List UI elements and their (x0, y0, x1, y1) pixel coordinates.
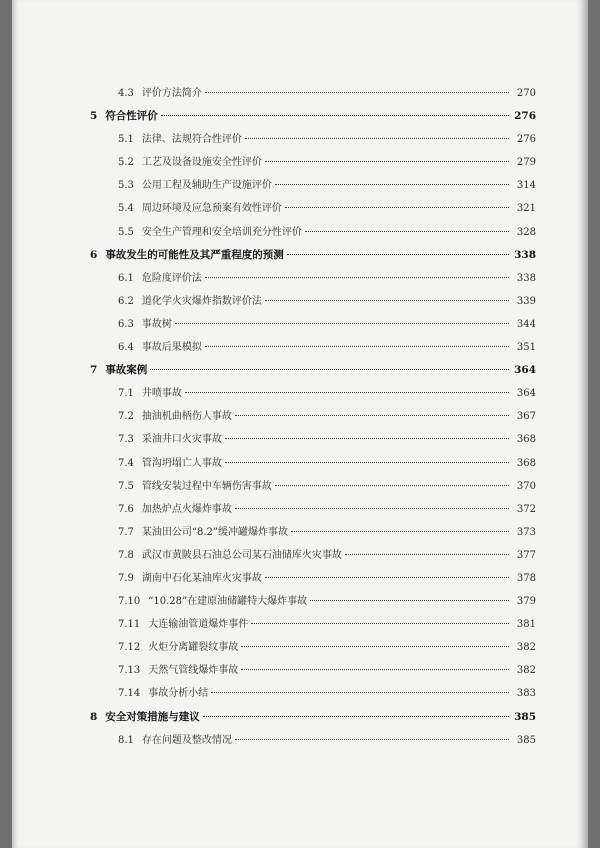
toc-section-entry[interactable] (78, 336, 536, 359)
toc-entry-page-number: 321 (516, 203, 536, 215)
dot-leader (185, 391, 509, 393)
toc-entry-number: 7.4 (118, 457, 134, 469)
toc-entry-page-number: 382 (516, 665, 536, 677)
toc-entry-page-number: 276 (514, 110, 536, 123)
toc-section-entry[interactable] (78, 475, 536, 498)
toc-section-entry[interactable] (78, 452, 536, 475)
dot-leader (235, 738, 509, 740)
toc-entry-title: 武汉市黄陂县石油总公司某石油储库火灾事故 (141, 549, 342, 561)
toc-entry-title: 安全对策措施与建议 (105, 710, 200, 723)
toc-entry-page-number: 364 (514, 364, 536, 377)
toc-entry-title: 符合性评价 (105, 110, 158, 123)
toc-entry-number: 6.4 (118, 342, 134, 354)
dot-leader (265, 160, 509, 162)
toc-entry-title: 危险度评价法 (141, 272, 202, 284)
toc-section-entry[interactable] (78, 151, 536, 174)
toc-entry-title: 评价方法简介 (141, 88, 202, 99)
dot-leader (235, 414, 509, 416)
toc-entry-page-number: 314 (516, 180, 536, 192)
dot-leader (211, 691, 509, 693)
dot-leader (345, 553, 509, 555)
dot-leader (275, 484, 509, 486)
toc-entry-title: 道化学火灾爆炸指数评价法 (141, 295, 262, 307)
toc-entry-number: 7.10 (118, 596, 141, 608)
toc-entry-page-number: 351 (516, 342, 536, 354)
toc-section-entry[interactable] (78, 521, 536, 544)
dot-leader (305, 230, 509, 232)
dot-leader (291, 530, 509, 532)
toc-entry-title: 安全生产管理和安全培训充分性评价 (141, 226, 302, 238)
dot-leader (175, 322, 509, 324)
toc-section-entry[interactable] (78, 659, 536, 682)
dot-leader (241, 668, 509, 670)
toc-entry-number: 7.11 (118, 619, 141, 631)
toc-entry-number: 7.7 (118, 526, 134, 538)
toc-entry-page-number: 385 (514, 710, 536, 723)
toc-entry-title: 公用工程及辅助生产设施评价 (141, 180, 272, 192)
toc-entry-page-number: 328 (516, 226, 536, 238)
toc-section-entry[interactable] (78, 221, 536, 244)
toc-section-entry[interactable] (78, 290, 536, 313)
toc-entry-number: 7.13 (118, 665, 141, 677)
toc-entry-page-number: 276 (516, 134, 536, 146)
toc-entry-number: 7.1 (118, 388, 134, 400)
toc-section-entry[interactable] (78, 428, 536, 451)
toc-entry-title: 事故案例 (105, 364, 148, 377)
toc-entry-title: 火炬分离罐裂纹事故 (148, 642, 239, 654)
toc-entry-page-number: 372 (516, 503, 536, 515)
toc-entry-number: 7.9 (118, 572, 134, 584)
toc-entry-number: 8 (90, 710, 98, 723)
toc-entry-title: 管沟坍塌亡人事故 (141, 457, 222, 469)
dot-leader (150, 368, 509, 370)
toc-entry-page-number: 338 (514, 248, 536, 261)
toc-entry-title: 法律、法规符合性评价 (141, 134, 242, 146)
toc-entry-number: 4.3 (118, 88, 134, 99)
toc-section-entry[interactable] (78, 682, 536, 705)
toc-entry-title: 事故分析小结 (148, 688, 209, 700)
toc-entry-title: 事故后果模拟 (141, 342, 202, 354)
toc-entry-number: 5.4 (118, 203, 134, 215)
toc-entry-number: 5.2 (118, 157, 134, 169)
toc-section-entry[interactable] (78, 567, 536, 590)
toc-chapter-entry[interactable] (78, 244, 536, 267)
toc-entry-number: 8.1 (118, 734, 134, 746)
toc-entry-title: 事故发生的可能性及其严重程度的预测 (105, 248, 284, 261)
toc-section-entry[interactable] (78, 636, 536, 659)
toc-entry-page-number: 382 (516, 642, 536, 654)
dot-leader (205, 91, 509, 93)
document-page (12, 0, 588, 848)
toc-entry-page-number: 373 (516, 526, 536, 538)
toc-entry-page-number: 378 (516, 572, 536, 584)
toc-entry-number: 7.3 (118, 434, 134, 446)
dot-leader (205, 345, 509, 347)
toc-entry-page-number: 339 (516, 295, 536, 307)
toc-section-entry[interactable] (78, 382, 536, 405)
dot-leader (245, 137, 509, 139)
toc-entry-number: 7.8 (118, 549, 134, 561)
toc-entry-number: 6.1 (118, 272, 134, 284)
toc-entry-title: 周边环境及应急预案有效性评价 (141, 203, 282, 215)
toc-entry-number: 7.12 (118, 642, 141, 654)
dot-leader (225, 461, 509, 463)
toc-entry-page-number: 364 (516, 388, 536, 400)
toc-entry-page-number: 368 (516, 434, 536, 446)
toc-chapter-entry[interactable] (78, 706, 536, 729)
toc-entry-page-number: 270 (516, 88, 536, 99)
toc-entry-title: 管线安装过程中车辆伤害事故 (141, 480, 272, 492)
toc-entry-page-number: 338 (516, 272, 536, 284)
toc-section-entry[interactable] (78, 498, 536, 521)
toc-entry-title: 湖南中石化某油库火灾事故 (141, 572, 262, 584)
toc-section-entry[interactable] (78, 128, 536, 151)
toc-entry-title: 加热炉点火爆炸事故 (141, 503, 232, 515)
toc-section-entry[interactable] (78, 590, 536, 613)
toc-section-entry[interactable] (78, 613, 536, 636)
toc-section-entry[interactable] (78, 174, 536, 197)
toc-entry-number: 6.2 (118, 295, 134, 307)
toc-entry-page-number: 367 (516, 411, 536, 423)
toc-entry-number: 7.6 (118, 503, 134, 515)
toc-section-entry[interactable] (78, 313, 536, 336)
dot-leader (161, 114, 509, 116)
toc-entry-title: 井喷事故 (141, 388, 182, 400)
dot-leader (287, 253, 509, 255)
dot-leader (265, 299, 509, 301)
dot-leader (203, 715, 509, 717)
toc-entry-title: 工艺及设备设施安全性评价 (141, 157, 262, 169)
toc-entry-number: 6.3 (118, 318, 134, 330)
toc-entry-title: 采油井口火灾事故 (141, 434, 222, 446)
toc-section-entry[interactable] (78, 267, 536, 290)
toc-entry-title: 事故树 (141, 318, 172, 330)
toc-entry-title: 大连输油管道爆炸事件 (148, 619, 249, 631)
toc-entry-number: 5.1 (118, 134, 134, 146)
toc-entry-number: 7.2 (118, 411, 134, 423)
toc-chapter-entry[interactable] (78, 105, 536, 128)
table-of-contents (78, 82, 536, 752)
toc-entry-number: 7 (90, 364, 98, 377)
dot-leader (285, 206, 509, 208)
toc-entry-page-number: 344 (516, 318, 536, 330)
toc-section-entry[interactable] (78, 544, 536, 567)
toc-entry-page-number: 383 (516, 688, 536, 700)
toc-section-entry[interactable] (78, 197, 536, 220)
toc-entry-title: “10.28”在建原油储罐特大爆炸事故 (148, 596, 308, 608)
toc-chapter-entry[interactable] (78, 359, 536, 382)
toc-section-entry[interactable] (78, 405, 536, 428)
toc-entry-number: 7.5 (118, 480, 134, 492)
toc-section-entry[interactable] (78, 82, 536, 105)
toc-entry-number: 6 (90, 248, 98, 261)
dot-leader (251, 622, 509, 624)
toc-entry-number: 5.5 (118, 226, 134, 238)
toc-entry-page-number: 370 (516, 480, 536, 492)
toc-entry-page-number: 279 (516, 157, 536, 169)
toc-section-entry[interactable] (78, 729, 536, 752)
toc-entry-number: 7.14 (118, 688, 141, 700)
dot-leader (310, 599, 509, 601)
toc-entry-page-number: 379 (516, 596, 536, 608)
toc-entry-title: 某油田公司“8.2”缓冲罐爆炸事故 (141, 526, 289, 538)
dot-leader (235, 507, 509, 509)
toc-entry-title: 天然气管线爆炸事故 (148, 665, 239, 677)
toc-entry-number: 5 (90, 110, 98, 123)
toc-entry-page-number: 377 (516, 549, 536, 561)
dot-leader (241, 645, 509, 647)
toc-entry-page-number: 385 (516, 734, 536, 746)
dot-leader (205, 276, 509, 278)
toc-entry-title: 抽油机曲柄伤人事故 (141, 411, 232, 423)
toc-entry-title: 存在问题及整改情况 (141, 734, 232, 746)
dot-leader (225, 437, 509, 439)
toc-entry-page-number: 381 (516, 619, 536, 631)
dot-leader (265, 576, 509, 578)
toc-entry-page-number: 368 (516, 457, 536, 469)
dot-leader (275, 183, 509, 185)
toc-entry-number: 5.3 (118, 180, 134, 192)
